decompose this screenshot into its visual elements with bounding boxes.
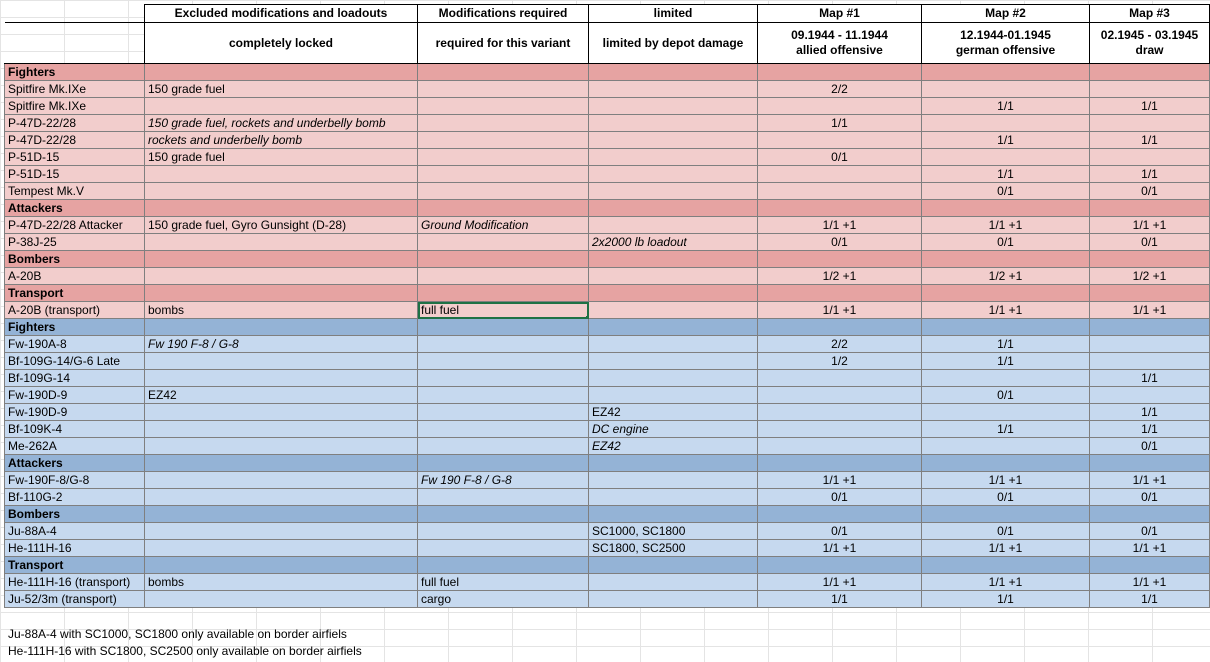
section-cell[interactable] [145,506,418,523]
map3-cell[interactable]: 1/1 [1090,404,1210,421]
aircraft-cell[interactable]: Ju-88A-4 [5,523,145,540]
section-cell[interactable] [758,506,922,523]
map1-cell[interactable]: 1/1 +1 [758,574,922,591]
table-row [5,591,1210,608]
section-cell[interactable] [145,285,418,302]
map3-cell[interactable]: 1/1 [1090,166,1210,183]
map1-cell[interactable]: 0/1 [758,234,922,251]
limited-cell[interactable] [589,387,758,404]
section-cell[interactable] [145,455,418,472]
aircraft-cell[interactable]: P-38J-25 [5,234,145,251]
required-cell[interactable] [418,149,589,166]
map3-cell[interactable]: 1/1 [1090,370,1210,387]
aircraft-table [4,4,1210,608]
section-cell[interactable] [418,557,589,574]
header-required-variant[interactable] [418,23,589,64]
map3-cell[interactable] [1090,81,1210,98]
section-label[interactable]: Attackers [5,455,145,472]
table-row [5,353,1210,370]
limited-cell[interactable] [589,574,758,591]
map1-cell[interactable]: 0/1 [758,149,922,166]
table-row [5,268,1210,285]
header-map-1-period[interactable] [758,23,922,64]
map3-cell[interactable]: 1/1 +1 [1090,472,1210,489]
section-cell[interactable] [589,64,758,81]
aircraft-cell[interactable]: P-47D-22/28 [5,115,145,132]
required-cell[interactable] [418,166,589,183]
section-cell[interactable] [418,200,589,217]
required-cell[interactable]: cargo [418,591,589,608]
limited-cell[interactable]: 2x2000 lb loadout [589,234,758,251]
map1-cell[interactable] [758,132,922,149]
map3-cell[interactable]: 1/1 [1090,132,1210,149]
section-cell[interactable] [758,319,922,336]
required-cell[interactable] [418,81,589,98]
section-cell[interactable] [758,251,922,268]
map1-cell[interactable] [758,166,922,183]
map3-cell[interactable]: 1/1 +1 [1090,574,1210,591]
limited-cell[interactable]: DC engine [589,421,758,438]
limited-cell[interactable] [589,98,758,115]
map2-cell[interactable]: 1/2 +1 [922,268,1090,285]
aircraft-cell[interactable]: Bf-109G-14/G-6 Late [5,353,145,370]
map3-cell[interactable] [1090,353,1210,370]
table-row [5,302,1210,319]
aircraft-cell[interactable]: Bf-110G-2 [5,489,145,506]
aircraft-cell[interactable]: Ju-52/3m (transport) [5,591,145,608]
table-row [5,404,1210,421]
section-cell[interactable] [145,319,418,336]
header-line: german offensive [955,43,1056,57]
section-cell[interactable] [145,64,418,81]
header-map-2[interactable]: Map #2 [922,5,1090,23]
table-row [5,81,1210,98]
limited-cell[interactable]: SC1800, SC2500 [589,540,758,557]
section-cell[interactable] [145,200,418,217]
required-cell[interactable]: full fuel [418,574,589,591]
section-row-allied [5,200,1210,217]
required-cell[interactable]: Fw 190 F-8 / G-8 [418,472,589,489]
section-cell[interactable] [418,506,589,523]
section-row-axis [5,506,1210,523]
section-cell[interactable] [922,557,1090,574]
header-excluded[interactable]: Excluded modifications and loadouts [145,5,418,23]
table-row [5,98,1210,115]
map1-cell[interactable]: 1/1 +1 [758,217,922,234]
section-cell[interactable] [589,455,758,472]
section-cell[interactable] [1090,285,1210,302]
map3-cell[interactable]: 0/1 [1090,183,1210,200]
map1-cell[interactable] [758,370,922,387]
required-cell[interactable] [418,404,589,421]
map1-cell[interactable] [758,421,922,438]
limited-cell[interactable] [589,183,758,200]
required-cell[interactable]: Ground Modification [418,217,589,234]
aircraft-cell[interactable]: A-20B (transport) [5,302,145,319]
map2-cell[interactable]: 1/1 [922,353,1090,370]
aircraft-cell[interactable]: P-51D-15 [5,166,145,183]
section-cell[interactable] [589,200,758,217]
section-cell[interactable] [922,455,1090,472]
aircraft-cell[interactable]: P-51D-15 [5,149,145,166]
aircraft-cell[interactable]: Fw-190D-9 [5,404,145,421]
aircraft-cell[interactable]: Bf-109G-14 [5,370,145,387]
locked-cell[interactable]: EZ42 [145,387,418,404]
map3-cell[interactable] [1090,149,1210,166]
map3-cell[interactable]: 0/1 [1090,234,1210,251]
header-map-3-period[interactable] [1090,23,1210,64]
header-required[interactable]: Modifications required [418,5,589,23]
header-completely-locked[interactable] [145,23,418,64]
required-cell[interactable] [418,234,589,251]
locked-cell[interactable]: Fw 190 F-8 / G-8 [145,336,418,353]
limited-cell[interactable] [589,268,758,285]
section-cell[interactable] [418,319,589,336]
section-cell[interactable] [145,557,418,574]
section-label[interactable]: Fighters [5,64,145,81]
section-cell[interactable] [1090,251,1210,268]
map2-cell[interactable]: 1/1 +1 [922,217,1090,234]
header-line: 09.1944 - 11.1944 [791,28,888,42]
table-row [5,234,1210,251]
table-row [5,421,1210,438]
required-cell[interactable] [418,370,589,387]
limited-cell[interactable] [589,217,758,234]
locked-cell[interactable]: bombs [145,302,418,319]
section-cell[interactable] [922,64,1090,81]
header-map-1[interactable]: Map #1 [758,5,922,23]
required-cell[interactable] [418,336,589,353]
map3-cell[interactable]: 1/1 +1 [1090,302,1210,319]
limited-cell[interactable] [589,115,758,132]
table-row [5,387,1210,404]
map1-cell[interactable]: 1/1 +1 [758,540,922,557]
table-row [5,540,1210,557]
map2-cell[interactable]: 0/1 [922,234,1090,251]
section-label[interactable]: Fighters [5,319,145,336]
limited-cell[interactable]: EZ42 [589,404,758,421]
footnote-1: Ju-88A-4 with SC1000, SC1800 only available on border airfiels [8,627,347,641]
map1-cell[interactable] [758,387,922,404]
section-cell[interactable] [145,251,418,268]
map1-cell[interactable] [758,438,922,455]
section-cell[interactable] [1090,557,1210,574]
section-cell[interactable] [922,285,1090,302]
table-row [5,472,1210,489]
section-cell[interactable] [758,285,922,302]
section-row-axis [5,557,1210,574]
section-row-allied [5,285,1210,302]
map1-cell[interactable]: 1/1 +1 [758,472,922,489]
aircraft-cell[interactable]: Fw-190D-9 [5,387,145,404]
header-line: draw [1135,43,1164,57]
aircraft-cell[interactable]: Spitfire Mk.IXe [5,98,145,115]
locked-cell[interactable] [145,353,418,370]
map2-cell[interactable]: 0/1 [922,489,1090,506]
locked-cell[interactable] [145,472,418,489]
section-cell[interactable] [922,506,1090,523]
header-line: allied offensive [796,43,883,57]
required-cell[interactable] [418,115,589,132]
map3-cell[interactable]: 1/1 [1090,421,1210,438]
map3-cell[interactable] [1090,115,1210,132]
aircraft-cell[interactable]: P-47D-22/28 [5,132,145,149]
map2-cell[interactable]: 1/1 [922,98,1090,115]
table-row [5,489,1210,506]
section-label[interactable]: Transport [5,285,145,302]
aircraft-cell[interactable]: Spitfire Mk.IXe [5,81,145,98]
map2-cell[interactable]: 1/1 [922,166,1090,183]
section-row-axis [5,319,1210,336]
section-cell[interactable] [589,506,758,523]
required-cell[interactable] [418,268,589,285]
section-cell[interactable] [922,251,1090,268]
map1-cell[interactable]: 1/2 [758,353,922,370]
section-cell[interactable] [1090,455,1210,472]
map2-cell[interactable]: 1/1 +1 [922,472,1090,489]
map1-cell[interactable]: 1/1 [758,591,922,608]
section-cell[interactable] [589,285,758,302]
required-cell[interactable] [418,540,589,557]
header-line: completely locked [228,35,334,50]
section-cell[interactable] [1090,319,1210,336]
required-cell[interactable] [418,183,589,200]
map2-cell[interactable]: 1/1 [922,336,1090,353]
map1-cell[interactable] [758,404,922,421]
section-cell[interactable] [418,64,589,81]
aircraft-cell[interactable]: Fw-190F-8/G-8 [5,472,145,489]
map2-cell[interactable] [922,370,1090,387]
required-cell[interactable] [418,98,589,115]
table-row [5,217,1210,234]
section-cell[interactable] [758,455,922,472]
aircraft-cell[interactable]: Me-262A [5,438,145,455]
locked-cell[interactable] [145,98,418,115]
aircraft-cell[interactable]: Tempest Mk.V [5,183,145,200]
header-line: 12.1944-01.1945 [960,28,1051,42]
aircraft-cell[interactable]: He-111H-16 [5,540,145,557]
map2-cell[interactable] [922,404,1090,421]
map1-cell[interactable]: 1/2 +1 [758,268,922,285]
map2-cell[interactable] [922,438,1090,455]
locked-cell[interactable] [145,166,418,183]
map3-cell[interactable] [1090,387,1210,404]
map2-cell[interactable] [922,149,1090,166]
limited-cell[interactable] [589,132,758,149]
section-cell[interactable] [1090,200,1210,217]
locked-cell[interactable] [145,370,418,387]
map2-cell[interactable]: 1/1 [922,591,1090,608]
limited-cell[interactable]: SC1000, SC1800 [589,523,758,540]
locked-cell[interactable] [145,540,418,557]
section-cell[interactable] [1090,64,1210,81]
limited-cell[interactable] [589,336,758,353]
section-row-axis [5,455,1210,472]
map2-cell[interactable]: 0/1 [922,387,1090,404]
header-map-3[interactable]: Map #3 [1090,5,1210,23]
map2-cell[interactable] [922,115,1090,132]
section-row-allied [5,251,1210,268]
locked-cell[interactable] [145,523,418,540]
table-row [5,574,1210,591]
table-row [5,132,1210,149]
required-cell[interactable] [418,387,589,404]
map2-cell[interactable] [922,81,1090,98]
required-cell[interactable] [418,438,589,455]
locked-cell[interactable] [145,234,418,251]
table-row [5,149,1210,166]
section-label[interactable]: Bombers [5,506,145,523]
section-cell[interactable] [758,557,922,574]
map3-cell[interactable]: 0/1 [1090,438,1210,455]
table-row [5,115,1210,132]
section-label[interactable]: Attackers [5,200,145,217]
section-cell[interactable] [418,455,589,472]
section-cell[interactable] [589,251,758,268]
footnote-2: He-111H-16 with SC1800, SC2500 only available on border airfiels [8,644,362,658]
table-row [5,336,1210,353]
map1-cell[interactable]: 0/1 [758,523,922,540]
limited-cell[interactable] [589,353,758,370]
map3-cell[interactable]: 1/1 [1090,591,1210,608]
locked-cell[interactable]: 150 grade fuel, rockets and underbelly bomb [145,115,418,132]
header-blank-cell[interactable] [5,5,145,23]
locked-cell[interactable]: bombs [145,574,418,591]
section-cell[interactable] [758,64,922,81]
aircraft-cell[interactable]: Bf-109K-4 [5,421,145,438]
limited-cell[interactable] [589,302,758,319]
required-cell[interactable] [418,132,589,149]
map3-cell[interactable]: 1/1 +1 [1090,540,1210,557]
locked-cell[interactable] [145,183,418,200]
required-cell[interactable] [418,353,589,370]
aircraft-cell[interactable]: He-111H-16 (transport) [5,574,145,591]
map1-cell[interactable]: 1/1 [758,115,922,132]
limited-cell[interactable] [589,149,758,166]
map2-cell[interactable]: 0/1 [922,523,1090,540]
locked-cell[interactable] [145,421,418,438]
locked-cell[interactable] [145,268,418,285]
locked-cell[interactable]: 150 grade fuel [145,81,418,98]
table-row [5,438,1210,455]
header-row-1 [5,5,1210,23]
limited-cell[interactable] [589,81,758,98]
header-line: 02.1945 - 03.1945 [1100,28,1199,42]
limited-cell[interactable] [589,166,758,183]
header-limited[interactable]: limited [589,5,758,23]
locked-cell[interactable]: 150 grade fuel, Gyro Gunsight (D-28) [145,217,418,234]
map3-cell[interactable]: 1/2 +1 [1090,268,1210,285]
section-cell[interactable] [418,285,589,302]
map2-cell[interactable]: 0/1 [922,183,1090,200]
required-cell[interactable] [418,421,589,438]
locked-cell[interactable]: 150 grade fuel [145,149,418,166]
locked-cell[interactable] [145,438,418,455]
table-row [5,370,1210,387]
map1-cell[interactable] [758,183,922,200]
locked-cell[interactable] [145,591,418,608]
limited-cell[interactable] [589,472,758,489]
section-cell[interactable] [922,200,1090,217]
section-cell[interactable] [922,319,1090,336]
limited-cell[interactable] [589,591,758,608]
fill-handle[interactable] [586,316,589,319]
section-cell[interactable] [418,251,589,268]
map3-cell[interactable]: 1/1 [1090,98,1210,115]
table-row [5,166,1210,183]
aircraft-cell[interactable]: A-20B [5,268,145,285]
locked-cell[interactable] [145,404,418,421]
table-row [5,183,1210,200]
header-line: required for this variant [435,35,571,50]
map3-cell[interactable]: 1/1 +1 [1090,217,1210,234]
header-line: limited by depot damage [602,35,744,50]
header-blank-cell[interactable] [5,23,145,64]
section-label[interactable]: Bombers [5,251,145,268]
section-cell[interactable] [589,319,758,336]
limited-cell[interactable] [589,489,758,506]
map1-cell[interactable] [758,98,922,115]
header-depot-damage[interactable] [589,23,758,64]
map1-cell[interactable]: 2/2 [758,81,922,98]
section-label[interactable]: Transport [5,557,145,574]
required-cell[interactable]: full fuel [418,302,589,319]
map2-cell[interactable]: 1/1 [922,132,1090,149]
section-row-allied [5,64,1210,81]
map1-cell[interactable]: 1/1 +1 [758,302,922,319]
map3-cell[interactable]: 0/1 [1090,489,1210,506]
required-cell[interactable] [418,489,589,506]
map3-cell[interactable] [1090,336,1210,353]
map2-cell[interactable]: 1/1 +1 [922,540,1090,557]
section-cell[interactable] [1090,506,1210,523]
map3-cell[interactable]: 0/1 [1090,523,1210,540]
header-row-2 [5,23,1210,64]
aircraft-cell[interactable]: Fw-190A-8 [5,336,145,353]
locked-cell[interactable] [145,489,418,506]
limited-cell[interactable]: EZ42 [589,438,758,455]
map1-cell[interactable]: 0/1 [758,489,922,506]
aircraft-cell[interactable]: P-47D-22/28 Attacker [5,217,145,234]
required-cell[interactable] [418,523,589,540]
map2-cell[interactable]: 1/1 +1 [922,302,1090,319]
table-row [5,523,1210,540]
section-cell[interactable] [589,557,758,574]
map2-cell[interactable]: 1/1 +1 [922,574,1090,591]
locked-cell[interactable]: rockets and underbelly bomb [145,132,418,149]
map1-cell[interactable]: 2/2 [758,336,922,353]
section-cell[interactable] [758,200,922,217]
header-map-2-period[interactable] [922,23,1090,64]
map2-cell[interactable]: 1/1 [922,421,1090,438]
limited-cell[interactable] [589,370,758,387]
